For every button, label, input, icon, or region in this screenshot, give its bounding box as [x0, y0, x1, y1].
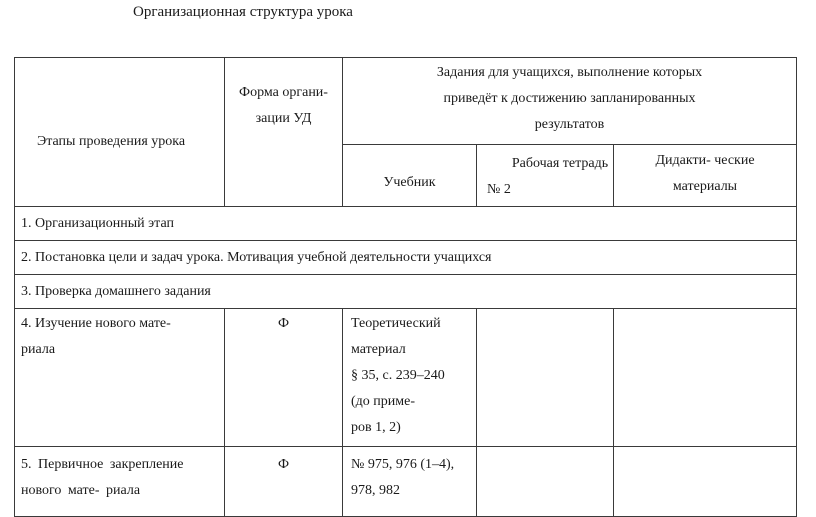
stage-2: 2. Постановка цели и задач урока. Мотивация учебной деятельности учащихся	[15, 241, 797, 275]
stage-1: 1. Организационный этап	[15, 207, 797, 241]
header-textbook: Учебник	[343, 145, 477, 207]
header-row	[15, 58, 797, 145]
stage-5-textbook: № 975, 976 (1–4), 978, 982	[343, 447, 477, 517]
header-didactic: Дидакти- ческие материалы	[614, 145, 797, 207]
stage-4-form: Ф	[225, 309, 343, 447]
stage-4-didactic	[614, 309, 797, 447]
stage-4-workbook	[477, 309, 614, 447]
stage-4-textbook: Теоретический материал § 35, с. 239–240 (до приме- ров 1, 2)	[343, 309, 477, 447]
stage-5: 5. Первичное закрепление нового мате- риала	[15, 447, 225, 517]
stage-5-workbook	[477, 447, 614, 517]
header-stages: Этапы проведения урока	[15, 58, 225, 207]
stage-4: 4. Изучение нового мате- риала	[15, 309, 225, 447]
page-title: Организационная структура урока	[133, 4, 353, 20]
header-form: Форма органи- зации УД	[225, 58, 343, 207]
header-tasks: Задания для учащихся, выполнение которых приведёт к достижению запланированных результатов	[343, 58, 797, 145]
header-workbook: Рабочая тетрадь № 2	[477, 145, 614, 207]
stage-3: 3. Проверка домашнего задания	[15, 275, 797, 309]
table-row	[15, 309, 797, 447]
stage-5-form: Ф	[225, 447, 343, 517]
stage-5-didactic	[614, 447, 797, 517]
table-row	[15, 447, 797, 517]
table-row	[15, 275, 797, 309]
lesson-structure-table	[14, 57, 797, 517]
table-row	[15, 207, 797, 241]
table-row	[15, 241, 797, 275]
